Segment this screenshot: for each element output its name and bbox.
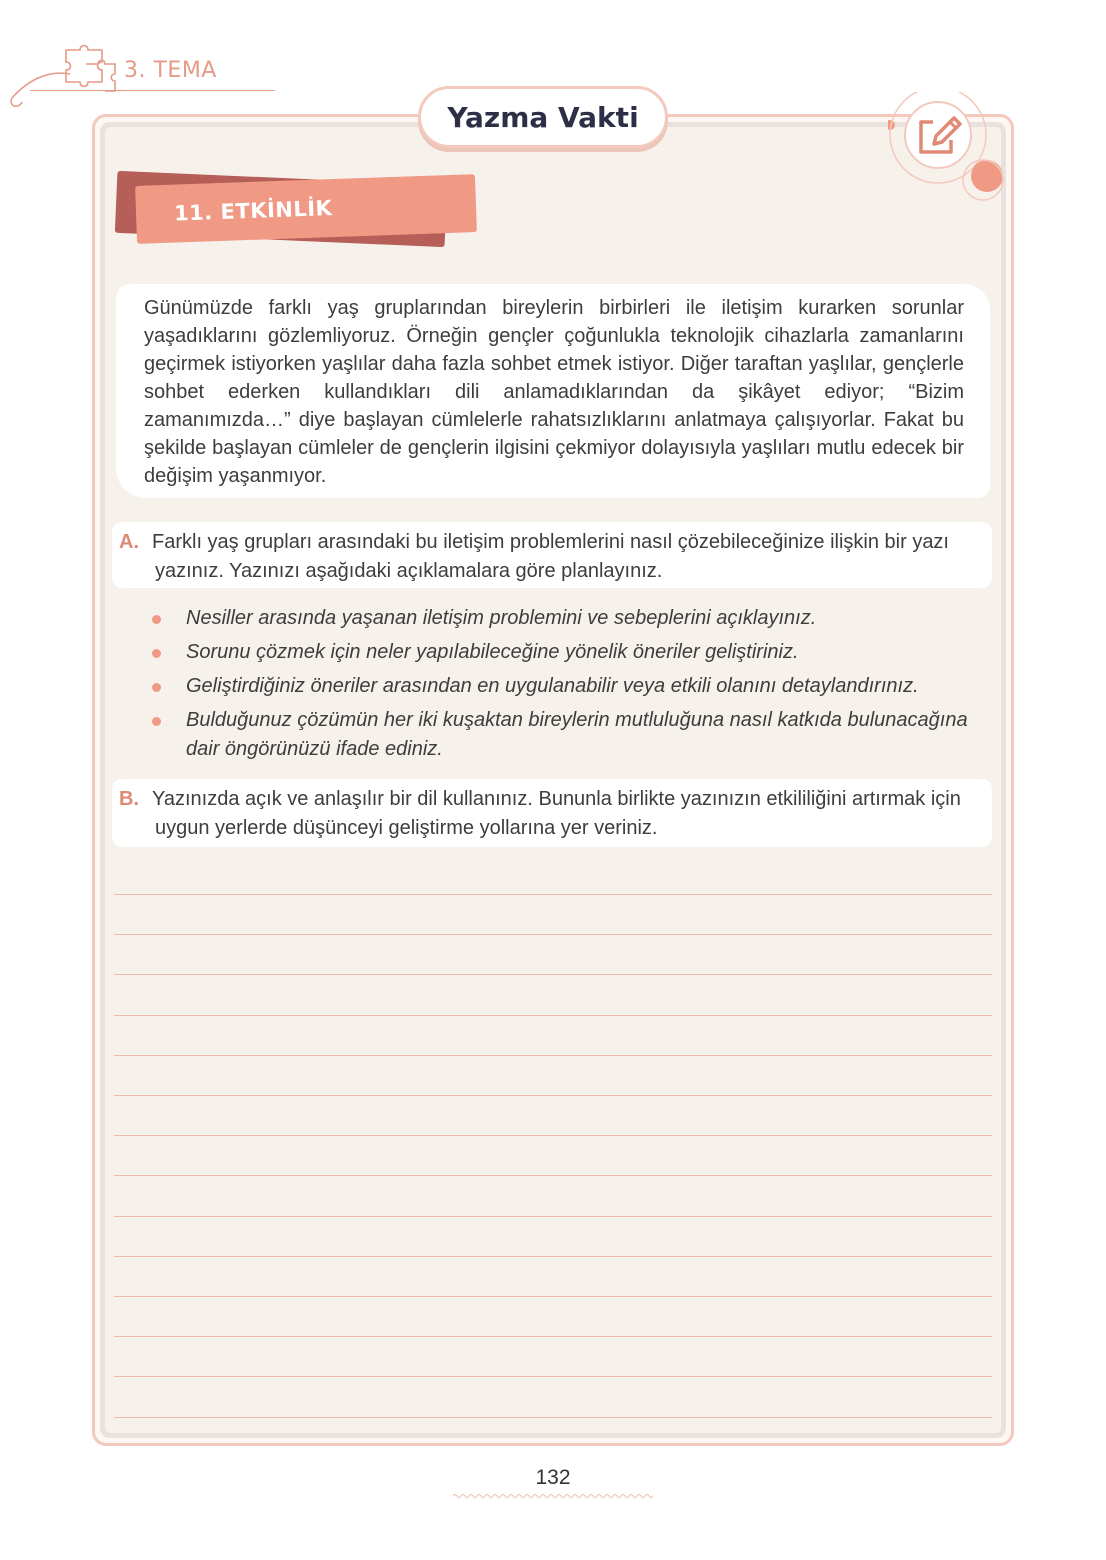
writing-line[interactable] (114, 974, 992, 975)
writing-line[interactable] (114, 1296, 992, 1297)
task-b-letter: B. (119, 788, 139, 810)
task-a-letter: A. (119, 531, 139, 553)
list-item: Bulduğunuz çözümün her iki kuşaktan bireylerin mutluluğuna nasıl katkıda bulunacağına dair öngörünüzü ifade ediniz. (148, 706, 998, 764)
intro-paragraph: Günümüzde farklı yaş gruplarından bireylerin birbirleri ile iletişim kurarken sorunlar yaşadıklarını gözlemliyoruz. Örneğin gençler çoğunlukla teknolojik cihazlarla zamanlarını geçirmek istiyorken yaşlılar daha fazla sohbet etmek istiyor. Diğer taraftan yaşlılar, gençlerle sohbet ederken kullandıkları dili anlamadıklarından da şikâyet ediyor; “Bizim zamanımızda…” diye başlayan cümlelerle rahatsızlıklarını anlatmaya çalışıyorlar. Fakat bu şekilde başlayan cümleler de gençlerin ilgisini çekmiyor dolayısıyla yaşlıları mutlu edecek bir değişim yaşanmıyor. (144, 297, 964, 487)
activity-badge (135, 174, 477, 244)
writing-line[interactable] (114, 1095, 992, 1096)
section-title: Yazma Vakti (447, 100, 639, 134)
writing-line[interactable] (114, 1216, 992, 1217)
list-item: Geliştirdiğiniz öneriler arasından en uygulanabilir veya etkili olanını detaylandırınız. (148, 672, 998, 701)
writing-line[interactable] (114, 1175, 992, 1176)
activity-label: 11. ETKİNLİK (173, 196, 333, 226)
task-b-line-1: Yazınızda açık ve anlaşılır bir dil kullanınız. Bununla birlikte yazınızın etkililiğini artırmak için (152, 788, 961, 810)
task-a-text (152, 528, 982, 586)
writing-line[interactable] (114, 1135, 992, 1136)
task-b-line-2: uygun yerlerde düşünceyi geliştirme yollarına yer veriniz. (155, 817, 658, 839)
bullet-dot-icon (152, 683, 161, 692)
intro-box (116, 284, 990, 498)
writing-line[interactable] (114, 1336, 992, 1337)
task-b-text (152, 785, 982, 843)
theme-divider (30, 90, 275, 91)
squiggle-divider (453, 1492, 653, 1500)
bullet-dot-icon (152, 717, 161, 726)
writing-line[interactable] (114, 1417, 992, 1418)
section-title-pill (418, 86, 668, 148)
task-a-line-2: yazınız. Yazınızı aşağıdaki açıklamalara göre planlayınız. (155, 560, 663, 582)
task-a-line-1: Farklı yaş grupları arasındaki bu iletişim problemlerini nasıl çözebileceğinize ilişkin bir yazı (152, 531, 949, 553)
task-a (112, 522, 992, 588)
pencil-edit-icon (888, 92, 1008, 202)
writing-line[interactable] (114, 1376, 992, 1377)
page-number: 132 (535, 1466, 571, 1489)
task-b (112, 779, 992, 847)
list-item: Nesiller arasında yaşanan iletişim problemini ve sebeplerini açıklayınız. (148, 604, 998, 633)
bullet-dot-icon (152, 649, 161, 658)
list-item: Sorunu çözmek için neler yapılabileceğine yönelik öneriler geliştiriniz. (148, 638, 998, 667)
writing-line[interactable] (114, 934, 992, 935)
bullet-dot-icon (152, 615, 161, 624)
writing-line[interactable] (114, 1055, 992, 1056)
writing-line[interactable] (114, 894, 992, 895)
guideline-list (148, 604, 998, 769)
writing-line[interactable] (114, 1256, 992, 1257)
writing-line[interactable] (114, 1015, 992, 1016)
theme-label: 3. TEMA (124, 58, 217, 83)
